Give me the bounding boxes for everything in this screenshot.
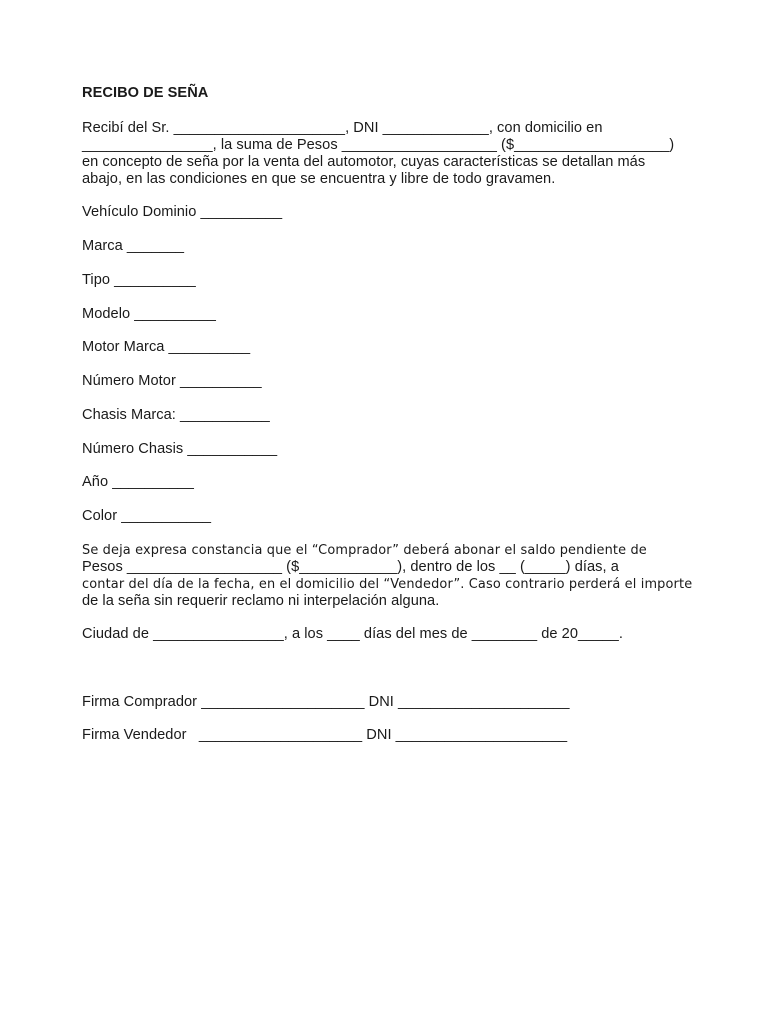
condition-line-2: Pesos ___________________ ($____________), dentro de los __ (_____) días, a — [82, 559, 619, 575]
intro-line-1: Recibí del Sr. _____________________, DNI _____________, con domicilio en — [82, 120, 603, 136]
intro-line-4: abajo, en las condiciones en que se encuentra y libre de todo gravamen. — [82, 171, 556, 187]
field-color: Color ___________ — [82, 508, 212, 524]
field-vehiculo-dominio: Vehículo Dominio __________ — [82, 204, 283, 220]
field-numero-motor: Número Motor __________ — [82, 373, 262, 389]
place-date-line: Ciudad de ________________, a los ____ días del mes de ________ de 20_____. — [82, 626, 623, 642]
document-title: RECIBO DE SEÑA — [82, 85, 209, 101]
intro-line-2: ________________, la suma de Pesos ___________________ ($___________________) — [82, 137, 675, 153]
intro-line-3: en concepto de seña por la venta del automotor, cuyas características se detallan más — [82, 154, 646, 170]
condition-line-1: Se deja expresa constancia que el “Comprador” deberá abonar el saldo pendiente de — [82, 543, 647, 558]
field-chasis-marca: Chasis Marca: ___________ — [82, 407, 270, 423]
field-modelo: Modelo __________ — [82, 306, 216, 322]
condition-line-4: de la seña sin requerir reclamo ni interpelación alguna. — [82, 593, 440, 609]
buyer-signature-line: Firma Comprador ____________________ DNI _____________________ — [82, 694, 570, 710]
seller-signature-line: Firma Vendedor ____________________ DNI _____________________ — [82, 727, 568, 743]
field-motor-marca: Motor Marca __________ — [82, 339, 251, 355]
field-anio: Año __________ — [82, 474, 194, 490]
field-tipo: Tipo __________ — [82, 272, 196, 288]
field-marca: Marca _______ — [82, 238, 185, 254]
condition-line-3: contar del día de la fecha, en el domicilio del “Vendedor”. Caso contrario perderá el importe — [82, 577, 693, 592]
field-numero-chasis: Número Chasis ___________ — [82, 441, 278, 457]
